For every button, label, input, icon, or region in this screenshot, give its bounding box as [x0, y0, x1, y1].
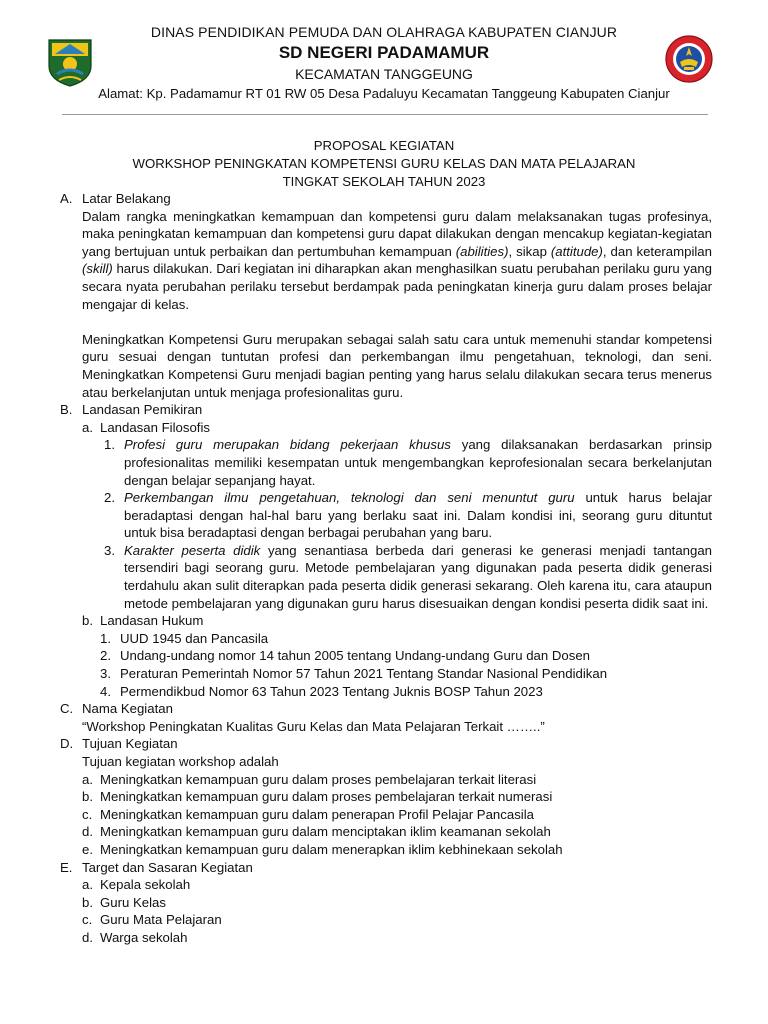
section-marker: E. — [60, 859, 73, 875]
section-c-heading — [60, 700, 712, 718]
text-run: Dalam rangka meningkatkan kemampuan dan kompetensi guru dalam melaksanakan tugas profesinya, maka peningkatan kemampuan dan kompetensi guru dapat dilakukan dengan mencakup kegiatan-kegiatan yang bertujuan untuk perbaikan dan pertumbuhan kemampuan — [82, 208, 712, 259]
document-body — [60, 190, 712, 947]
section-marker: A. — [60, 191, 73, 206]
document-title — [0, 137, 768, 191]
section-title: Latar Belakang — [82, 191, 171, 206]
list-letter: d. — [82, 824, 93, 840]
section-e-heading — [60, 859, 712, 877]
list-number: 2. — [104, 490, 115, 506]
list-text: yang senantiasa berbeda dari generasi ke generasi menjadi tantangan tersendiri bagi seorang guru. Metode pembelajaran yang digunakan pada peserta didik generasi terdahulu akan sulit diterapkan pada peserta didik generasi sekarang. Oleh karena itu, cara ataupun metode pembelajaran yang digunakan guru harus disesuaikan dengan kondisi peserta didik saat ini. — [124, 542, 712, 611]
section-marker: D. — [60, 736, 74, 752]
list-number: 4. — [100, 683, 111, 699]
title-line-1: PROPOSAL KEGIATAN — [313, 138, 455, 153]
subsection-heading — [82, 612, 712, 630]
section-a-heading — [60, 190, 712, 208]
list-item — [100, 630, 712, 648]
list-letter: b. — [82, 789, 93, 805]
letterhead-divider — [62, 114, 708, 115]
list-item — [82, 841, 712, 859]
section-marker: C. — [60, 701, 74, 717]
list-number: 1. — [104, 437, 115, 453]
text-run: , sikap — [508, 243, 551, 259]
list-item — [82, 788, 712, 806]
subsection-title: Landasan Hukum — [100, 613, 204, 629]
list-text: yang dilaksanakan berdasarkan prinsip profesionalitas memiliki kesempatan untuk mengembangkan keprofesionalan secara berkelanjutan dengan belajar sepanjang hayat. — [124, 437, 712, 488]
letterhead — [0, 22, 768, 104]
section-d-heading — [60, 735, 712, 753]
list-text: Peraturan Pemerintah Nomor 57 Tahun 2021 Tentang Standar Nasional Pendidikan — [120, 666, 608, 682]
section-title: Landasan Pemikiran — [82, 402, 203, 418]
list-item — [82, 911, 712, 929]
subsection-heading — [82, 419, 712, 437]
list-text: Meningkatkan kemampuan guru dalam menciptakan iklim keamanan sekolah — [100, 824, 551, 840]
list-text: Guru Kelas — [100, 894, 166, 910]
list-number: 3. — [104, 542, 115, 558]
list-item — [100, 647, 712, 665]
background-paragraph-1 — [82, 208, 712, 314]
subsection-marker: b. — [82, 613, 93, 629]
section-b-heading — [60, 401, 712, 419]
list-text: Guru Mata Pelajaran — [100, 912, 222, 928]
subsection-marker: a. — [82, 419, 93, 435]
list-item — [82, 894, 712, 912]
school-name: SD NEGERI PADAMAMUR — [278, 43, 490, 62]
list-text: Kepala sekolah — [100, 877, 191, 893]
list-letter: c. — [82, 912, 93, 928]
italic-term: (attitude) — [550, 243, 603, 259]
school-address: Alamat: Kp. Padamamur RT 01 RW 05 Desa Padaluyu Kecamatan Tanggeung Kabupaten Cianjur — [98, 86, 670, 101]
list-text: Meningkatkan kemampuan guru dalam menerapkan iklim kebhinekaan sekolah — [100, 841, 563, 857]
title-line-3: TINGKAT SEKOLAH TAHUN 2023 — [282, 174, 486, 189]
list-item — [82, 929, 712, 947]
list-item — [82, 806, 712, 824]
list-letter: a. — [82, 877, 93, 893]
list-text: Meningkatkan kemampuan guru dalam penerapan Profil Pelajar Pancasila — [100, 806, 534, 822]
section-title: Tujuan Kegiatan — [82, 736, 178, 752]
italic-term: Profesi guru merupakan bidang pekerjaan khusus — [124, 437, 451, 453]
list-text: Warga sekolah — [100, 929, 188, 945]
italic-term: (abilities) — [455, 243, 509, 259]
list-letter: c. — [82, 806, 93, 822]
title-line-2: WORKSHOP PENINGKATAN KOMPETENSI GURU KELAS DAN MATA PELAJARAN — [132, 156, 636, 171]
list-item — [82, 823, 712, 841]
list-text: Permendikbud Nomor 63 Tahun 2023 Tentang Juknis BOSP Tahun 2023 — [120, 683, 543, 699]
list-text: untuk harus belajar beradaptasi dengan hal-hal baru yang berlaku saat ini. Dalam kondisi ini, seorang guru dituntut untuk bisa beradaptasi dengan berbagai perubahan yang baru. — [124, 490, 712, 541]
list-number: 3. — [100, 666, 111, 682]
list-letter: a. — [82, 771, 93, 787]
list-text: Undang-undang nomor 14 tahun 2005 tentang Undang-undang Guru dan Dosen — [120, 648, 590, 664]
subsection-title: Landasan Filosofis — [100, 419, 210, 435]
list-item — [100, 665, 712, 683]
list-item — [100, 683, 712, 701]
list-item — [104, 489, 712, 542]
section-title: Target dan Sasaran Kegiatan — [82, 859, 253, 875]
activity-name: “Workshop Peningkatan Kualitas Guru Kelas dan Mata Pelajaran Terkait ……..” — [82, 718, 545, 734]
italic-term: Perkembangan ilmu pengetahuan, teknologi dan seni menuntut guru — [124, 490, 575, 506]
list-item — [104, 542, 712, 612]
list-text: Meningkatkan kemampuan guru dalam proses pembelajaran terkait numerasi — [100, 789, 553, 805]
list-item — [82, 876, 712, 894]
italic-term: Karakter peserta didik — [124, 542, 261, 558]
italic-term: (skill) — [82, 261, 113, 277]
list-letter: d. — [82, 929, 93, 945]
list-text: UUD 1945 dan Pancasila — [120, 630, 269, 646]
list-text: Meningkatkan kemampuan guru dalam proses pembelajaran terkait literasi — [100, 771, 537, 787]
list-item — [104, 436, 712, 489]
list-number: 2. — [100, 648, 111, 664]
district-name: KECAMATAN TANGGEUNG — [295, 66, 473, 82]
list-number: 1. — [100, 630, 111, 646]
text-run: , dan keterampilan — [602, 243, 712, 259]
agency-name: DINAS PENDIDIKAN PEMUDA DAN OLAHRAGA KABUPATEN CIANJUR — [150, 24, 618, 40]
goals-intro: Tujuan kegiatan workshop adalah — [82, 754, 279, 769]
background-paragraph-2: Meningkatkan Kompetensi Guru merupakan sebagai salah satu cara untuk memenuhi standar kompetensi guru sesuai dengan tuntutan profesi dan perkembangan ilmu pengetahuan, teknologi, dan seni. Meningkatkan Kompetensi Guru menjadi bagian penting yang harus selalu dilakukan secara terus menerus atau berkelanjutan untuk menjaga profesionalitas guru. — [82, 331, 712, 400]
list-letter: e. — [82, 841, 93, 857]
list-item — [82, 771, 712, 789]
list-letter: b. — [82, 894, 93, 910]
section-marker: B. — [60, 402, 73, 418]
section-title: Nama Kegiatan — [82, 701, 173, 717]
text-run: harus dilakukan. Dari kegiatan ini diharapkan akan menghasilkan suatu perubahan perilaku guru yang secara nyata perubahan perilaku tersebut berdampak pada peningkatan kinerja guru dalam proses belajar mengajar di kelas. — [82, 261, 712, 312]
